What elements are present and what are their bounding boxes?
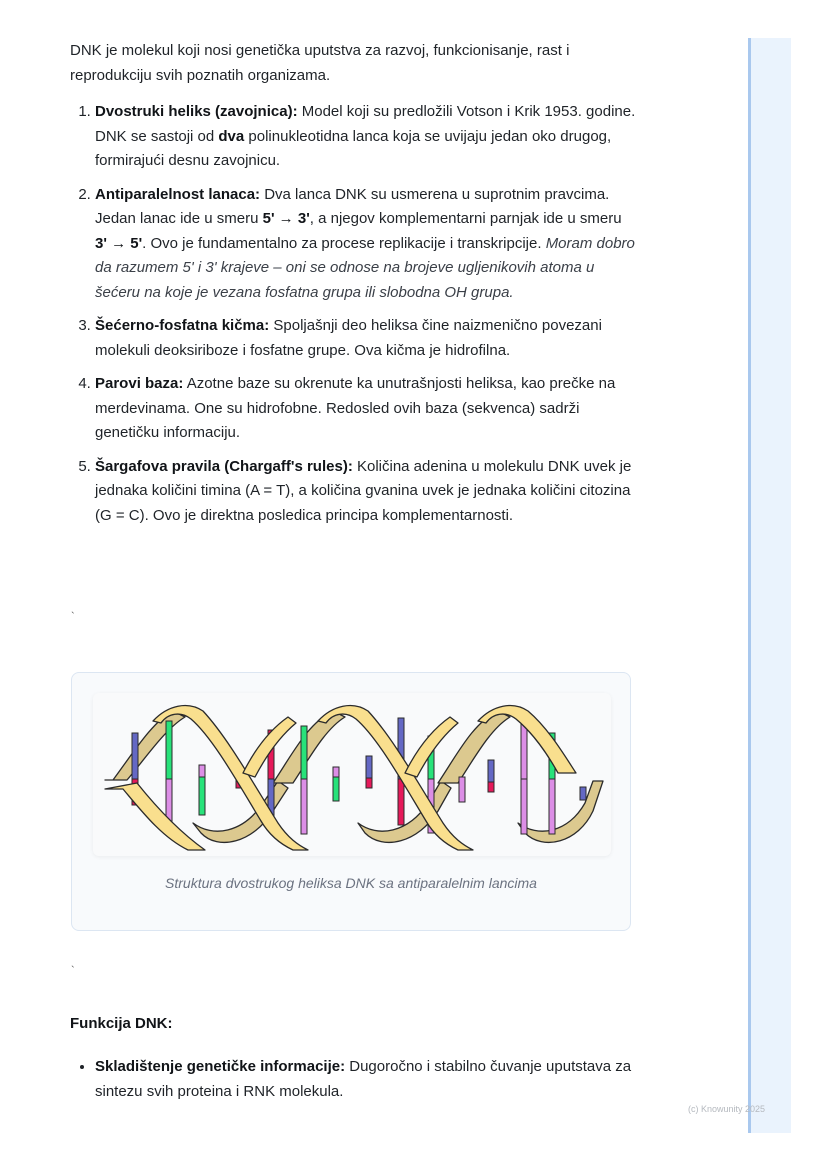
list-item-text: . Ovo je fundamentalno za procese replikacije i transkripcije. — [142, 234, 546, 252]
list-item-term: Dvostruki heliks (zavojnica): — [95, 103, 298, 120]
italic-note: Moram dobro da razumem 5' i 3' krajeve – oni se odnose na brojeve ugljenikovih atoma u šećeru na koje je vezana fosfatna grupa ili slobodna OH grupa. — [95, 234, 635, 301]
list-item-text: Dugoročno i stabilno čuvanje uputstava za sintezu svih proteina i RNK molekula. — [95, 1058, 632, 1100]
dna-functions-list — [70, 1055, 635, 1104]
list-item — [95, 372, 636, 446]
section-heading-functions: Funkcija DNK: — [70, 1015, 173, 1032]
list-item-text: polinukleotidna lanca koja se uvijaju jedan oko drugog, formirajući desnu zavojnicu. — [95, 127, 612, 169]
figure-card — [71, 672, 631, 931]
emphasis: 3' → 5' — [95, 234, 143, 252]
emphasis: 5' → 3' — [262, 210, 310, 227]
emphasis: dva — [218, 127, 245, 145]
list-item-text: Količina adenina u molekulu DNK uvek je jednaka količini timina (A = T), a količina gvanina uvek je jednaka količini citozina (G = C). Ovo je direktna posledica principa komplementarnosti. — [95, 457, 632, 524]
figure-caption: Struktura dvostrukog heliksa DNK sa antiparalelnim lancima — [165, 875, 537, 891]
stray-backtick: ` — [71, 611, 75, 623]
list-item — [95, 183, 636, 306]
list-item-term: Šećerno-fosfatna kičma: — [95, 317, 270, 334]
intro-paragraph: DNK je molekul koji nosi genetička uputstva za razvoj, funkcionisanje, rast i reprodukciju svih poznatih organizama. — [70, 42, 570, 84]
dna-facts-list — [70, 100, 636, 528]
side-margin-panel — [748, 38, 791, 1133]
list-item — [95, 455, 636, 529]
list-item-text: Model koji su predložili Votson i Krik 1953. godine. DNK se sastoji od — [95, 103, 636, 145]
list-item-text: Spoljašnji deo heliksa čine naizmenično povezani molekuli deoksiriboze i fosfatne grupe. Ova kičma je hidrofilna. — [95, 317, 602, 359]
list-item-text: Azotne baze su okrenute ka unutrašnjosti heliksa, kao prečke na merdevinama. One su hidrofobne. Redosled ovih baza (sekvenca) sadrži genetičku informaciju. — [95, 375, 616, 441]
stray-backtick: ` — [71, 965, 75, 977]
dna-helix-image — [93, 693, 611, 856]
list-item — [95, 100, 636, 174]
list-item-term: Parovi baza: — [95, 375, 184, 392]
list-item-term: Antiparalelnost lanaca: — [95, 185, 261, 203]
copyright-footer: (c) Knowunity 2025 — [688, 1104, 766, 1114]
list-item-term: Skladištenje genetičke informacije: — [95, 1058, 346, 1075]
list-item-text: , a njegov komplementarni parnjak ide u smeru — [309, 210, 622, 227]
list-item-text: Dva lanca DNK su usmerena u suprotnim pravcima. Jedan lanac ide u smeru — [95, 185, 610, 227]
dna-double-helix-icon — [93, 693, 611, 856]
document-body — [70, 38, 636, 537]
list-item — [95, 314, 636, 363]
list-item-term: Šargafova pravila (Chargaff's rules): — [95, 457, 353, 475]
list-item — [95, 1055, 635, 1104]
